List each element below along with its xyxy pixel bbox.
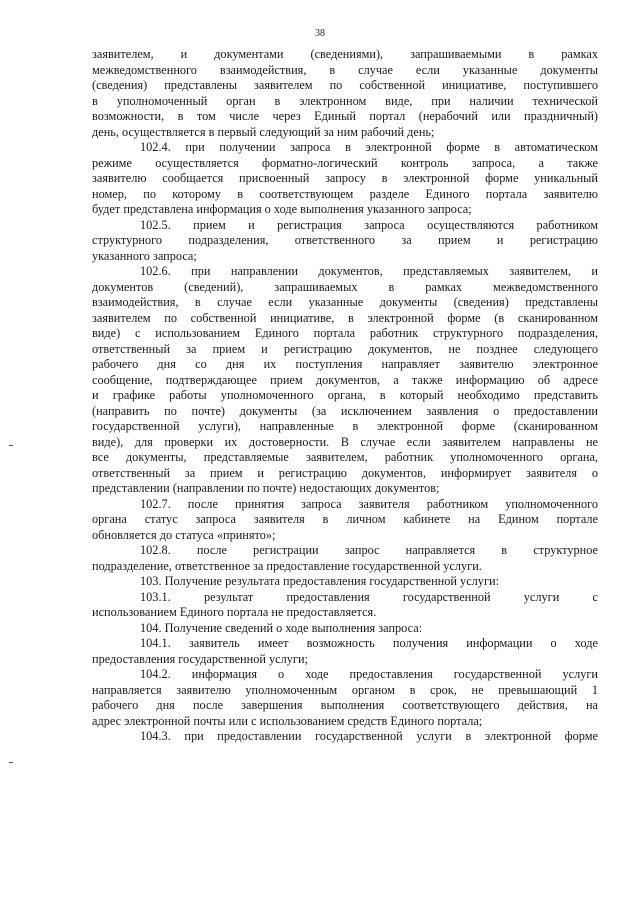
text-line: 102.7. после принятия запроса заявителя работником уполномоченного — [140, 496, 598, 511]
text-line: 104.2. информация о ходе предоставления государственной услуги — [140, 667, 598, 681]
text-line: будет представлена информация о ходе выполнения указанного запроса; — [92, 202, 472, 216]
margin-mark — [9, 445, 13, 446]
text-line: 102.6. при направлении документов, представляемых заявителем, и — [140, 264, 598, 278]
text-line: государственной услуги), направленные в электронной форме (сканированном — [92, 419, 598, 433]
margin-mark — [9, 762, 13, 763]
text-line: 103.1. результат предоставления государственной услуги с — [140, 589, 598, 604]
text-line: (сведения) представлены заявителем по собственной инициативе, поступившего — [92, 78, 598, 92]
text-line: заявителем, и документами (сведениями), запрашиваемыми в рамках — [92, 47, 598, 61]
text-line: ответственный за прием и регистрацию документов, не позднее следующего — [92, 341, 598, 356]
text-line: виде), для проверки их достоверности. В случае если заявителем направлены не — [92, 434, 598, 449]
text-line: указанного запроса; — [92, 248, 197, 263]
text-line: адрес электронной почты или с использованием средств Единого портала; — [92, 713, 483, 728]
text-line: предоставления государственной услуги; — [92, 651, 308, 666]
text-line: заявителем по собственной инициативе, в электронной форме (в сканированном — [92, 310, 598, 325]
text-line: день, осуществляется в первый следующий за ним рабочий день; — [92, 124, 435, 139]
text-line: сообщение, подтверждающее прием документов, а также информацию об адресе — [92, 372, 598, 387]
text-line: виде) с использованием Единого портала работник структурного подразделения, — [92, 326, 598, 340]
text-line: 104. Получение сведений о ходе выполнения запроса: — [140, 620, 423, 635]
text-line: в уполномоченный орган в электронном виде, при наличии технической — [92, 93, 598, 108]
text-line: направляется заявителю уполномоченным органом в срок, не превышающий 1 — [92, 682, 598, 697]
document-body-text — [92, 47, 598, 745]
text-line: 102.8. после регистрации запрос направляется в структурное — [140, 543, 598, 557]
text-line: рабочего дня со дня их поступления направляет заявителю электронное — [92, 357, 598, 371]
text-line: рабочего дня после завершения выполнения соответствующего действия, на — [92, 698, 598, 712]
text-line: представлении (направлении по почте) недостающих документов; — [92, 481, 440, 495]
text-line: 103. Получение результата предоставления государственной услуги: — [140, 574, 499, 588]
text-line: структурного подразделения, ответственного за прием и регистрацию — [92, 233, 598, 247]
text-line: режиме осуществляется форматно-логический контроль запроса, а также — [92, 155, 598, 170]
text-line: 104.1. заявитель имеет возможность получения информации о ходе — [140, 636, 598, 650]
text-line: и графике работы уполномоченного органа, в который необходимо представить — [92, 388, 598, 402]
text-line: заявителю сообщается присвоенный запросу в электронной форме уникальный — [92, 171, 598, 185]
text-line: ответственный за прием и регистрацию документов, информирует заявителя о — [92, 465, 598, 480]
text-line: органа статус запроса заявителя в личном кабинете на Едином портале — [92, 512, 598, 526]
text-line: 102.5. прием и регистрация запроса осуществляются работником — [140, 217, 598, 232]
text-line: обновляется до статуса «принято»; — [92, 527, 276, 542]
page-number: 38 — [315, 28, 325, 39]
text-line: документов (сведений), запрашиваемых в рамках межведомственного — [92, 279, 598, 294]
text-line: (направить по почте) документы (за исключением заявления о предоставлении — [92, 403, 598, 418]
text-line: все документы, представляемые заявителем, работник уполномоченного органа, — [92, 450, 598, 464]
text-line: подразделение, ответственное за предоставление государственной услуги. — [92, 558, 482, 573]
text-line: номер, по которому в соответствующем разделе Единого портала заявителю — [92, 186, 598, 201]
text-line: межведомственного взаимодействия, в случае если указанные документы — [92, 62, 598, 77]
text-line: 102.4. при получении запроса в электронной форме в автоматическом — [140, 140, 598, 154]
text-line: 104.3. при предоставлении государственной услуги в электронной форме — [140, 729, 598, 743]
text-line: взаимодействия, в случае если указанные документы (сведения) представлены — [92, 295, 598, 309]
text-line: возможности, в том числе через Единый портал (нерабочий или праздничный) — [92, 109, 598, 123]
text-line: использованием Единого портала не предоставляется. — [92, 605, 377, 619]
